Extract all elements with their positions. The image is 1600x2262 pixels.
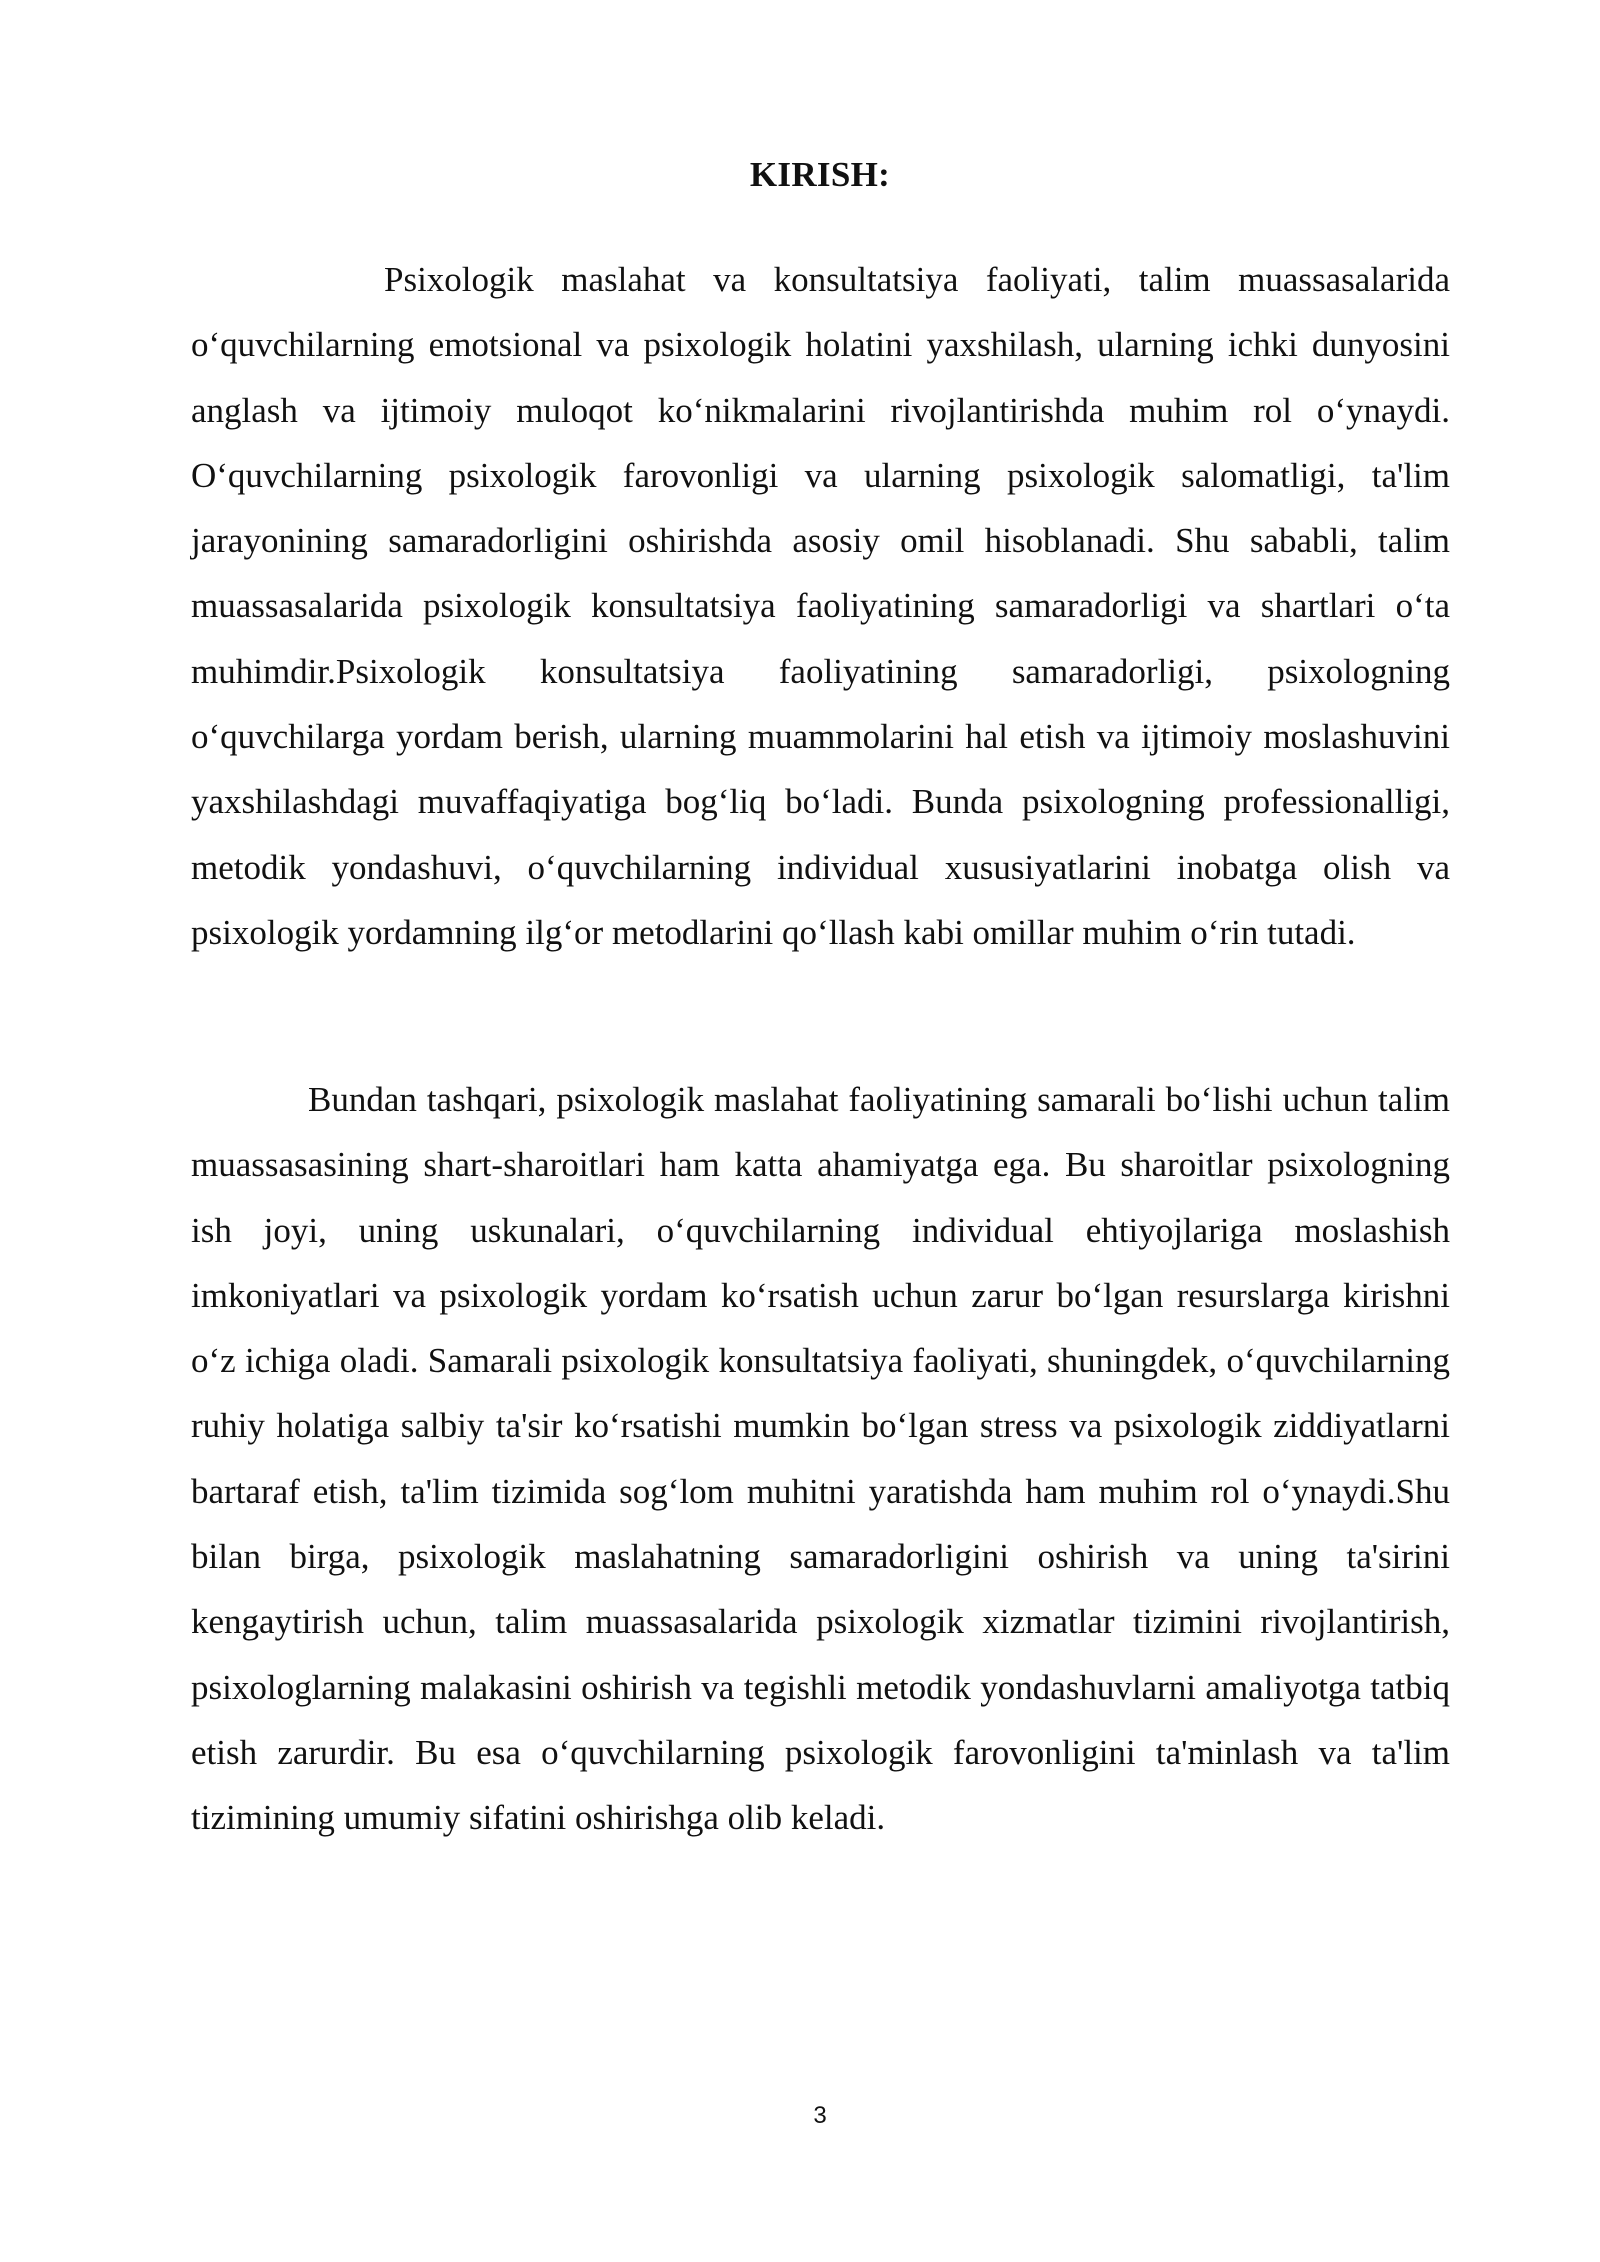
paragraph-conditions: Bundan tashqari, psixologik maslahat faoliyatining samarali bo‘lishi uchun talim muassasasining shart-sharoitlari ham katta ahamiyatga ega. Bu sharoitlar psixologning ish joyi, uning uskunalari, o‘quvchilarning individual ehtiyojlariga moslashish imkoniyatlari va psixologik yordam ko‘rsatish uchun zarur bo‘lgan resurslarga kirishni o‘z ichiga oladi. Samarali psixologik konsultatsiya faoliyati, shuningdek, o‘quvchilarning ruhiy holatiga salbiy ta'sir ko‘rsatishi mumkin bo‘lgan stress va psixologik ziddiyatlarni bartaraf etish, ta'lim tizimida sog‘lom muhitni yaratishda ham muhim rol o‘ynaydi.Shu bilan birga, psixologik maslahatning samaradorligini oshirish va uning ta'sirini kengaytirish uchun, talim muassasalarida psixologik xizmatlar tizimini rivojlantirish, psixologlarning malakasini oshirish va tegishli metodik yondashuvlarni amaliyotga tatbiq etish zarurdir. Bu esa o‘quvchilarning psixologik farovonligini ta'minlash va ta'lim tizimining umumiy sifatini oshirishga olib keladi. <box>191 1080 1450 1838</box>
page-heading: KIRISH: <box>749 155 891 194</box>
page-number: 3 <box>813 2102 827 2129</box>
paragraph-intro: Psixologik maslahat va konsultatsiya faoliyati, talim muassasalarida o‘quvchilarning emotsional va psixologik holatini yaxshilash, ularning ichki dunyosini anglash va ijtimoiy muloqot ko‘nikmalarini rivojlantirishda muhim rol o‘ynaydi. O‘quvchilarning psixologik farovonligi va ularning psixologik salomatligi, ta'lim jarayonining samaradorligini oshirishda asosiy omil hisoblanadi. Shu sababli, talim muassasalarida psixologik konsultatsiya faoliyatining samaradorligi va shartlari o‘ta muhimdir.Psixologik konsultatsiya faoliyatining samaradorligi, psixologning o‘quvchilarga yordam berish, ularning muammolarini hal etish va ijtimoiy moslashuvini yaxshilashdagi muvaffaqiyatiga bog‘liq bo‘ladi. Bunda psixologning professionalligi, metodik yondashuvi, o‘quvchilarning individual xususiyatlarini inobatga olish va psixologik yordamning ilg‘or metodlarini qo‘llash kabi omillar muhim o‘rin tutadi. <box>191 260 1450 952</box>
